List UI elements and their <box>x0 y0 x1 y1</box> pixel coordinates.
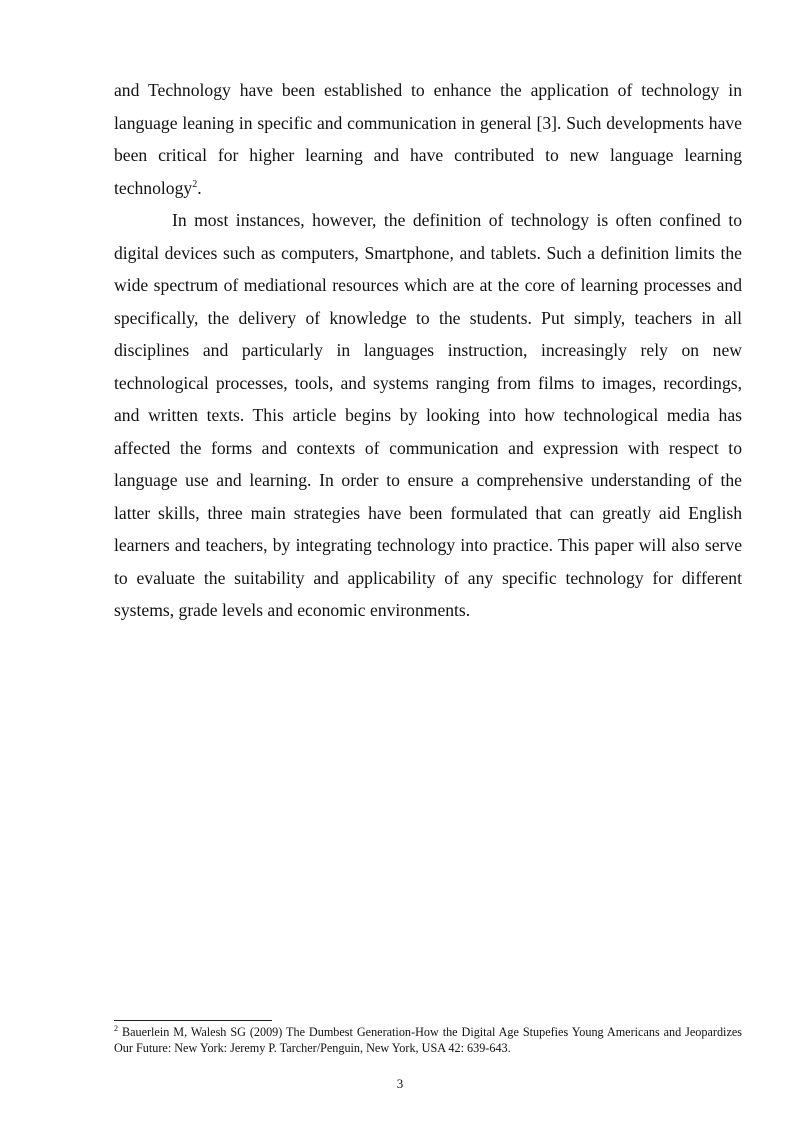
paragraph-2: In most instances, however, the definition of technology is often confined to digital devices such as computers, Smartphone, and tablets. Such a definition limits the wide spectrum of mediational resources which are at the core of learning processes and specifically, the delivery of knowledge to the students. Put simply, teachers in all disciplines and particularly in languages instruction, increasingly rely on new technological processes, tools, and systems ranging from films to images, recordings, and written texts. This article begins by looking into how technological media has affected the forms and contexts of communication and expression with respect to language use and learning. In order to ensure a comprehensive understanding of the latter skills, three main strategies have been formulated that can greatly aid English learners and teachers, by integrating technology into practice. This paper will also serve to evaluate the suitability and applicability of any specific technology for different systems, grade levels and economic environments. <box>114 210 742 620</box>
paragraph-1-text: and Technology have been established to enhance the application of technology in language leaning in specific and communication in general [3]. Such developments have been critical for higher learning and have contributed to new language learning technology <box>114 80 742 198</box>
paragraph-1-end: . <box>197 177 202 198</box>
footnote <box>114 1024 742 1056</box>
footnote-marker: 2 <box>114 1023 118 1033</box>
page-number: 3 <box>396 1076 404 1091</box>
paragraph-1 <box>114 74 742 204</box>
footnote-separator <box>114 1020 272 1021</box>
body-text <box>114 74 742 627</box>
footnote-text: Bauerlein M, Walesh SG (2009) The Dumbest Generation-How the Digital Age Stupefies Young Americans and Jeopardizes Our Future: New York: Jeremy P. Tarcher/Penguin, New York, USA 42: 639-643. <box>114 1025 742 1055</box>
footnote-reference: 2 <box>192 178 198 190</box>
